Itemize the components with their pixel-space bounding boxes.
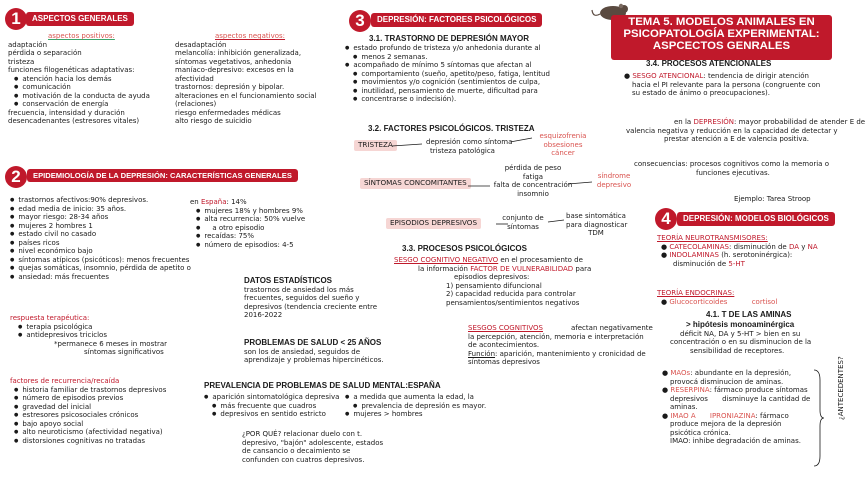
hipo-line: déficit NA, DA y 5-HT > bien en su	[680, 329, 801, 338]
neg-item: alteraciones en el funcionamiento social	[175, 91, 317, 100]
factor-item: ● historia familiar de trastornos depresivos	[14, 386, 200, 395]
ind-line: ● INDOLAMINAS (h. serotoninérgica):	[661, 251, 793, 260]
funcion-tail: síntomas depresivos	[468, 358, 540, 367]
section-3-number: 3	[349, 10, 371, 32]
consec-line: consecuencias: procesos cognitivos como la memoria o	[634, 160, 829, 168]
ind-line2: disminución de 5-HT	[673, 259, 745, 268]
respuesta-item: ● terapia psicológica	[18, 323, 190, 332]
sindrome-line: síndrome	[597, 172, 631, 180]
respuesta-note: *permanece 6 meses in mostrar	[54, 339, 168, 348]
espana-item: ● número de episodios: 4-5	[196, 241, 340, 250]
neuro-block	[657, 234, 842, 268]
imao-line2: IMAO: inhibe degradación de aminas.	[670, 437, 801, 446]
epi-item: ● mujeres 2 hombres 1	[10, 222, 190, 231]
sub-3-2: 3.2. FACTORES PSICOLÓGICOS. TRISTEZA	[368, 124, 535, 133]
tema-line: PSICOPATOLOGÍA EXPERIMENTAL:	[623, 27, 820, 40]
sub-3-4: 3.4. PROCESOS ATENCIONALES	[646, 59, 772, 68]
prev-right-line: ● a medida que aumenta la edad, la	[345, 393, 490, 402]
aspectos-positivos	[8, 32, 178, 126]
aminas-block	[670, 310, 836, 355]
neg-item: desadaptación	[175, 40, 227, 49]
factor-item: ● alto neuroticismo (afectividad negativa)	[14, 428, 200, 437]
section-2-title: EPIDEMIOLOGÍA DE LA DEPRESIÓN: CARACTERÍSTICAS GENERALES	[27, 169, 298, 182]
factor-item: ● estresores psicosociales crónicos	[14, 411, 200, 420]
ejemplo-text: Ejemplo: Tarea Stroop	[734, 195, 811, 203]
neuro-heading: TEORÍA NEUROTRANSMISORES:	[657, 234, 768, 242]
fv-line: la información FACTOR DE VULNERABILIDAD para	[418, 264, 592, 273]
episodios-mid-line: conjunto de	[502, 214, 544, 222]
tristeza-right-item: obsesiones	[543, 140, 583, 149]
hipo-line: sensibilidad de receptores.	[690, 346, 785, 355]
mayor-line: ● concentrarse o indecisión).	[345, 95, 565, 104]
salud-title: PROBLEMAS DE SALUD < 25 AÑOS	[244, 338, 382, 347]
cat-line: ● CATECOLAMINAS: disminución de DA y NA	[661, 242, 818, 251]
reserpina-line3: aminas.	[670, 403, 698, 412]
salud-line: son los de ansiedad, seguidos de	[244, 347, 361, 356]
tristeza-right-item: esquizofrenia	[539, 132, 587, 140]
datos-line: frecuentes, seguidos del sueño y	[244, 294, 360, 303]
proc-line: 1) pensamiento difuncional	[446, 281, 542, 290]
imao-line: ● IMAO A IPRONIAZINA: fármaco	[662, 411, 789, 420]
epi-item: ● edad media de inicio: 35 años.	[10, 205, 190, 214]
pos-item: pérdida o separación	[8, 49, 82, 58]
procesos-block	[394, 256, 654, 307]
respuesta-heading: respuesta terapéutica:	[10, 314, 90, 322]
reserpina-line2: depresivos disminuye la cantidad de	[670, 394, 811, 403]
espana-item: ● recaídas: 75%	[196, 232, 340, 241]
conc-item: falta de concentración	[493, 181, 573, 190]
salud-block	[244, 338, 404, 365]
factores-heading: factores de recurrencia/recaída	[10, 377, 120, 385]
espana-item: ● a otro episodio	[196, 224, 340, 233]
sindrome-line: depresivo	[596, 180, 632, 189]
factor-item: ● número de episodios previos	[14, 394, 200, 403]
mayor-list	[345, 44, 565, 104]
tristeza-arrows	[340, 130, 640, 245]
tema-line: ASPCECTOS GENRALES	[652, 39, 791, 52]
section-4-title: DEPRESIÓN: MODELOS BIOLÓGICOS	[677, 212, 835, 226]
tristeza-right-item: cáncer	[551, 149, 575, 158]
maos-line: ● MAOs: abundante en la depresión,	[662, 369, 792, 377]
espana-block	[190, 198, 340, 249]
concomitantes-box: SÍNTOMAS CONCOMITANTES	[360, 178, 471, 189]
sub-3-1: 3.1. TRASTORNO DE DEPRESIÓN MAYOR	[369, 34, 530, 43]
neg-item: síntomas vegetativos, anhedonia	[175, 57, 292, 66]
episodios-box: EPISODIOS DEPRESIVOS	[386, 218, 481, 229]
sesgos-line: de acontecimientos.	[468, 341, 540, 350]
factor-item: ● distorsiones cognitivas no tratadas	[14, 437, 200, 446]
respuesta-note: síntomas significativos	[84, 348, 164, 357]
prev-left-line: ● depresivos en sentido estricto	[204, 410, 344, 419]
epi-item: ● nivel económico bajo	[10, 247, 190, 256]
endo-block	[657, 289, 842, 306]
endo-heading: TEORÍA ENDOCRINAS:	[657, 289, 735, 297]
prev-right-line: ● mujeres > hombres	[345, 410, 490, 419]
conc-item: insomnio	[517, 189, 549, 198]
porque-line: confunden con cuatros depresivos.	[242, 455, 365, 464]
factores-block	[10, 377, 200, 445]
tristeza-box: TRISTEZA	[354, 140, 397, 151]
funcion-line: Función: aparición, mantenimiento y cronicidad de	[468, 349, 646, 358]
sesgo-neg-line: SESGO COGNITIVO NEGATIVO en el procesamiento de	[394, 256, 583, 264]
datos-title: DATOS ESTADÍSTICOS	[244, 276, 333, 285]
pos-tail: desencadenantes (estresores vitales)	[8, 117, 140, 126]
sesgos-cog-line: SESGOS COGNITIVOS afectan negativamente	[468, 324, 653, 332]
reserpina-line: ● RESERPINA: fármaco produce síntomas	[662, 386, 808, 395]
espana-item: ● mujeres 18% y hombres 9%	[196, 207, 340, 216]
datos-line: trastornos de ansiedad los más	[244, 285, 354, 294]
episodios-right-line: TDM	[588, 229, 604, 238]
epi-item: ● quejas somáticas, insomnio, pérdida de apetito o	[10, 264, 190, 273]
arrow	[568, 182, 592, 184]
brace-icon	[812, 368, 824, 468]
section-1-number: 1	[5, 8, 27, 30]
factor-item: ● gravedad del inicial	[14, 403, 200, 412]
respuesta-block	[10, 314, 190, 357]
neg-item: alto riesgo de suicidio	[175, 117, 252, 126]
episodios-right-line: base sintomática	[566, 212, 626, 220]
prev-left-line: ● más frecuente que cuadros	[204, 402, 344, 411]
proc-line: 2) capacidad reducida para controlar	[446, 290, 576, 299]
tristeza-line: depresión como síntoma	[426, 138, 513, 146]
datos-block	[244, 276, 394, 320]
neg-item: riesgo enfermedades médicas	[175, 108, 281, 117]
gluco-line: ● Glucocorticoides cortisol	[661, 297, 778, 306]
neg-item: trastornos: depresión y bipolar.	[175, 83, 285, 92]
funciones-list	[14, 75, 178, 109]
neg-item: melancolía: inhibición generalizada,	[175, 49, 302, 58]
atencionales-block	[624, 72, 842, 98]
epi-item: ● países ricos	[10, 239, 190, 248]
depresion-line: prestar atención a E de valencia positiva.	[664, 135, 810, 144]
neg-item: maníaco-depresivo: excesos en la	[175, 66, 294, 75]
hipotesis-line: > hipótesis monoaminérgica	[686, 319, 795, 329]
sub-3-3: 3.3. PROCESOS PSICOLÓGICOS	[402, 244, 527, 253]
funcion-item: ● atención hacia los demás	[14, 75, 178, 84]
mayor-line: ● acompañado de mínimo 5 síntomas que afectan al	[345, 61, 565, 70]
salud-line: aprendizaje y problemas hipercinéticos.	[244, 356, 384, 365]
neg-item: (relaciones)	[175, 100, 217, 109]
farmacos-block	[662, 369, 822, 446]
episodios-right-line: para diagnosticar	[566, 220, 628, 229]
positivos-heading: aspectos positivos:	[48, 32, 115, 40]
negativos-heading: aspectos negativos:	[215, 32, 286, 40]
arrow	[510, 138, 532, 142]
depresion-line: en la DEPRESIÓN: mayor probabilidad de atender E de	[674, 118, 865, 126]
imao-line2: psicótica crónica.	[670, 428, 731, 437]
depresion-atencion-block	[626, 118, 865, 144]
epi-item: ● ansiedad: más frecuentes	[10, 273, 190, 282]
arrow	[392, 144, 422, 146]
section-1-title: ASPECTOS GENERALES	[26, 12, 134, 26]
prevalencia-title: PREVALENCIA DE PROBLEMAS DE SALUD MENTAL:ESPAÑA	[204, 381, 441, 390]
mayor-line: ● movimientos y/o cognición (sentimientos de culpa,	[345, 78, 565, 87]
datos-line: 2016-2022	[244, 311, 283, 320]
consecuencias-block	[634, 160, 844, 177]
espana-list	[196, 207, 340, 250]
factores-list	[14, 386, 200, 446]
mayor-line: ● menos 2 semanas.	[345, 53, 565, 62]
consec-line: funciones ejecutivas.	[696, 168, 770, 177]
imao-line2: produce mejora de la depresión	[670, 420, 782, 429]
epi-item: ● mayor riesgo: 28-34 años	[10, 213, 190, 222]
prev-right-line: ● prevalencia de depresión es mayor.	[345, 402, 490, 411]
proc-line: episodios depresivos:	[454, 273, 530, 282]
porque-line: de cansancio o decaimiento se	[242, 447, 351, 456]
factor-item: ● bajo apoyo social	[14, 420, 200, 429]
pos-item: tristeza	[8, 57, 35, 66]
episodios-mid-line: síntomas	[507, 222, 539, 231]
tema-line: TEMA 5. MODELOS ANIMALES EN	[628, 16, 815, 28]
porque-block	[242, 430, 402, 464]
section-4-number: 4	[655, 208, 677, 230]
funcion-item: ● conservación de energía	[14, 100, 178, 109]
hipo-line: concentración o en su disminucion de la	[670, 338, 812, 347]
sesgos-line: la percepción, atención, memoria e interpretación	[468, 332, 644, 341]
espana-line: en España: 14%	[190, 198, 247, 206]
mayor-line: ● inutilidad, pensamiento de muerte, dificultad para	[345, 87, 565, 96]
conc-item: fatiga	[522, 172, 544, 181]
epi-item: ● estado civil no casado	[10, 230, 190, 239]
sub-4-1: 4.1. T DE LAS AMINAS	[706, 310, 792, 319]
section-2-number: 2	[5, 166, 27, 188]
arrow	[548, 220, 564, 222]
neg-item: afectividad	[175, 74, 214, 83]
tema-title-box	[611, 15, 832, 60]
porque-line: ¿POR QUÉ? relacionar duelo con t.	[242, 430, 363, 438]
epi-item: ● síntomas atípicos (psicóticos): menos frecuentes	[10, 256, 190, 265]
pos-item: adaptación	[8, 40, 48, 49]
antecedentes-side: ¿ANTECEDENTES?	[837, 356, 845, 420]
epi-item: ● trastornos afectivos:90% depresivos.	[10, 196, 190, 205]
depresion-line: valencia negativa y reducción en la capacidad de detectar y	[626, 126, 838, 135]
aspectos-negativos	[175, 32, 335, 126]
prevalencia-right	[345, 393, 490, 419]
respuesta-list	[18, 323, 190, 340]
conc-item: pérdida de peso	[504, 164, 562, 172]
espana-item: ● alta recurrencia: 50% vuelve	[196, 215, 340, 224]
mayor-line: ● comportamiento (sueño, apetito/peso, fatiga, lentitud	[345, 70, 565, 79]
sesgos-cog-block	[468, 324, 658, 367]
sesgo-atencional-line: ● SESGO ATENCIONAL: tendencia de dirigir atención	[624, 72, 809, 80]
porque-line: depresivo, "bajón" adolescente, estados	[242, 438, 384, 447]
sesgo-line: su estado de ánimo o preocupaciones).	[632, 89, 770, 98]
respuesta-item: ● antidepresivos triciclos	[18, 331, 190, 340]
datos-line: depresivos (tendencia creciente entre	[244, 302, 378, 311]
pos-item: funciones filogenéticas adaptativas:	[8, 66, 135, 75]
sesgo-line: hacia el PI relevante para la persona (congruente con	[632, 80, 821, 89]
mayor-line: ● estado profundo de tristeza y/o anhedonia durante al	[345, 44, 565, 53]
section-3-title: DEPRESIÓN: FACTORES PSICOLÓGICOS	[371, 13, 542, 27]
funcion-item: ● comunicación	[14, 83, 178, 92]
pos-tail: frecuencia, intensidad y duración	[8, 108, 125, 117]
prevalencia-left	[204, 393, 344, 419]
funcion-item: ● motivación de la conducta de ayuda	[14, 92, 178, 101]
prev-left-line: ● aparición sintomatológica depresiva	[204, 393, 344, 402]
maos-line2: provocá disminucion de aminas.	[670, 377, 784, 386]
epidemiologia-list	[10, 196, 190, 281]
proc-line: pensamientos/sentimientos negativos	[446, 298, 580, 307]
tristeza-line: tristeza patológica	[430, 146, 495, 155]
